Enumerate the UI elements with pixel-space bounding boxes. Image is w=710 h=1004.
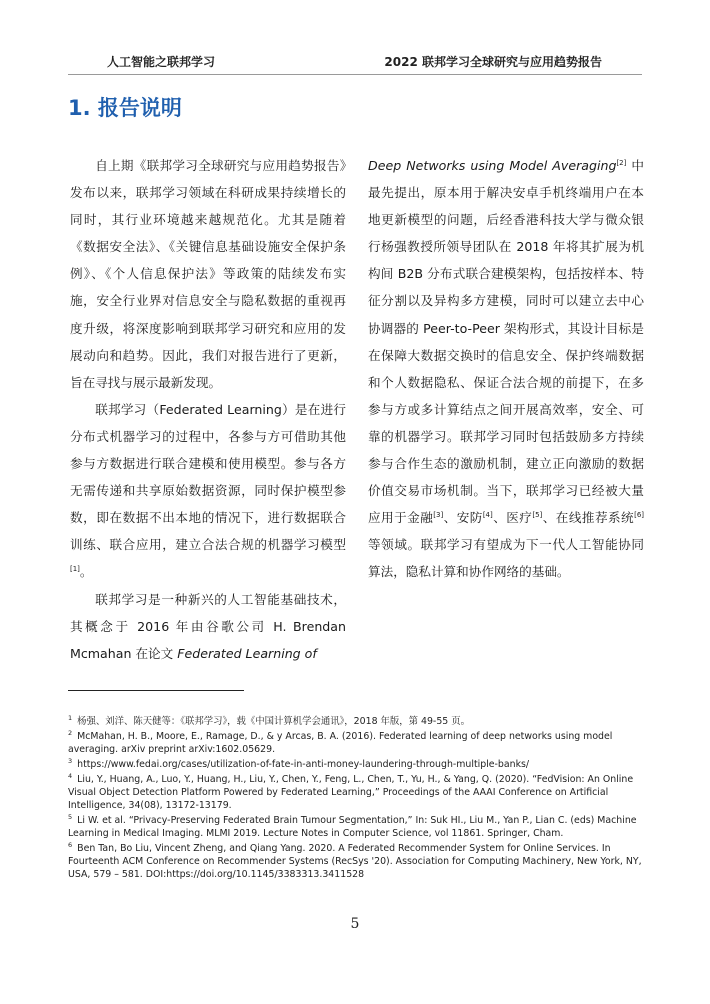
footnotes (68, 715, 644, 883)
paragraph-continuation (368, 152, 644, 586)
citation-ref-1: [1] (70, 565, 80, 574)
running-header-left: 人工智能之联邦学习 (107, 55, 216, 69)
paper-title-part1: Federated Learning of (177, 645, 317, 661)
running-header-right: 2022 联邦学习全球研究与应用趋势报告 (384, 55, 602, 69)
continuation-text-a: 中最先提出，原本用于解决安卓手机终端用户在本地更新模型的问题，后经香港科技大学与微众银行杨强教授所领导团队在 2018 年将其扩展为机构间 B2B 分布式联合建模架构，包括按样本、特征分割以及异构多方建模，同时可以建立去中心协调器的 Peer-to-Peer 架构形式，其设计目标是在保障大数据交换时的信息安全、保护终端数据和个人数据隐私、保证合法合规的前提下，在多参与方或多计算结点之间开展高效率，安全、可靠的机器学习。联邦学习同时包括鼓励多方持续参与合作生态的激励机制，建立正向激励的数据价值交易市场机制。当下，联邦学习已经被大量应用于金融 (368, 158, 644, 526)
footnote (68, 758, 644, 771)
definition-text: 联邦学习（Federated Learning）是在进行分布式机器学习的过程中，各参与方可借助其他参与方数据进行联合建模和使用模型。参与各方无需传递和共享原始数据资源，同时保护模型参数，即在数据不出本地的情况下，进行数据联合训练、联合应用，建立合法合规的机器学习模型 (70, 401, 346, 553)
right-column (368, 152, 644, 586)
footnote (68, 814, 644, 840)
footnote (68, 715, 644, 728)
footnote-text: Ben Tan, Bo Liu, Vincent Zheng, and Qiang Yang. 2020. A Federated Recommender System for Online Services. In Fourteenth ACM Conference on Recommender Systems (RecSys '20). Association for Computing Machinery, New York, NY, USA, 579 – 581. DOI:https://doi.org/10.1145/3383313.3411528 (68, 843, 642, 880)
citation-ref-3: [3] (433, 511, 444, 520)
citation-ref-2: [2] (616, 158, 627, 167)
footnote-text: 杨强、刘洋、陈天健等：《联邦学习》，载《中国计算机学会通讯》，2018 年版，第 49-55 页。 (77, 716, 470, 727)
paragraph-origin (70, 586, 346, 667)
left-column (70, 152, 346, 667)
footnote-number: 1 (68, 713, 73, 722)
origin-text: 联邦学习是一种新兴的人工智能基础技术，其概念于 2016 年由谷歌公司 H. Brendan Mcmahan 在论文 (70, 591, 346, 661)
footnote-number: 3 (68, 756, 73, 765)
continuation-text-e: 等领域。联邦学习有望成为下一代人工智能协同算法，隐私计算和协作网络的基础。 (368, 537, 644, 580)
footnote (68, 730, 644, 756)
paper-title-part2: Deep Networks using Model Averaging (368, 158, 617, 173)
footnote-number: 5 (68, 812, 73, 821)
footnote-number: 2 (68, 728, 73, 737)
footnote (68, 773, 644, 812)
header-divider (68, 74, 642, 75)
footnote-number: 6 (68, 840, 73, 849)
paragraph-definition (70, 396, 346, 586)
footnote-text: Liu, Y., Huang, A., Luo, Y., Huang, H., Liu, Y., Chen, Y., Feng, L., Chen, T., Yu, H., & Yang, Q. (2020). “FedVision: An Online Visual Object Detection Platform Powered by Federated Learning,” Proceedings of the AAAI Conference on Artificial Intelligence, 34(08), 13172-13179. (68, 774, 634, 811)
footnote-text: Li W. et al. “Privacy-Preserving Federated Brain Tumour Segmentation,” In: Suk HI., Liu M., Yan P., Lian C. (eds) Machine Learning in Medical Imaging. MLMI 2019. Lecture Notes in Computer Science, vol 11861. Springer, Cham. (68, 815, 637, 839)
definition-end: 。 (79, 564, 93, 580)
citation-ref-4: [4] (482, 511, 493, 520)
page-number: 5 (350, 916, 360, 932)
continuation-text-d: 、在线推荐系统 (542, 510, 635, 526)
footnote-text: McMahan, H. B., Moore, E., Ramage, D., & y Arcas, B. A. (2016). Federated learning of deep networks using model averaging. arXiv preprint arXiv:1602.05629. (68, 731, 613, 755)
footnote (68, 842, 644, 881)
footnote-number: 4 (68, 771, 73, 780)
section-title: 1. 报告说明 (68, 96, 182, 120)
paragraph-intro: 自上期《联邦学习全球研究与应用趋势报告》发布以来，联邦学习领域在科研成果持续增长的同时，其行业环境越来越规范化。尤其是随着《数据安全法》、《关键信息基础设施安全保护条例》、《个人信息保护法》等政策的陆续发布实施，安全行业界对信息安全与隐私数据的重视再度升级，将深度影响到联邦学习研究和应用的发展动向和趋势。因此，我们对报告进行了更新，旨在寻找与展示最新发现。 (70, 158, 346, 390)
footnote-divider (68, 690, 244, 691)
citation-ref-6: [6] (634, 511, 645, 520)
footnote-text: https://www.fedai.org/cases/utilization-of-fate-in-anti-money-laundering-through-multiple-banks/ (77, 759, 530, 770)
continuation-text-b: 、安防 (443, 510, 483, 526)
continuation-text-c: 、医疗 (492, 510, 533, 526)
citation-ref-5: [5] (532, 511, 543, 520)
